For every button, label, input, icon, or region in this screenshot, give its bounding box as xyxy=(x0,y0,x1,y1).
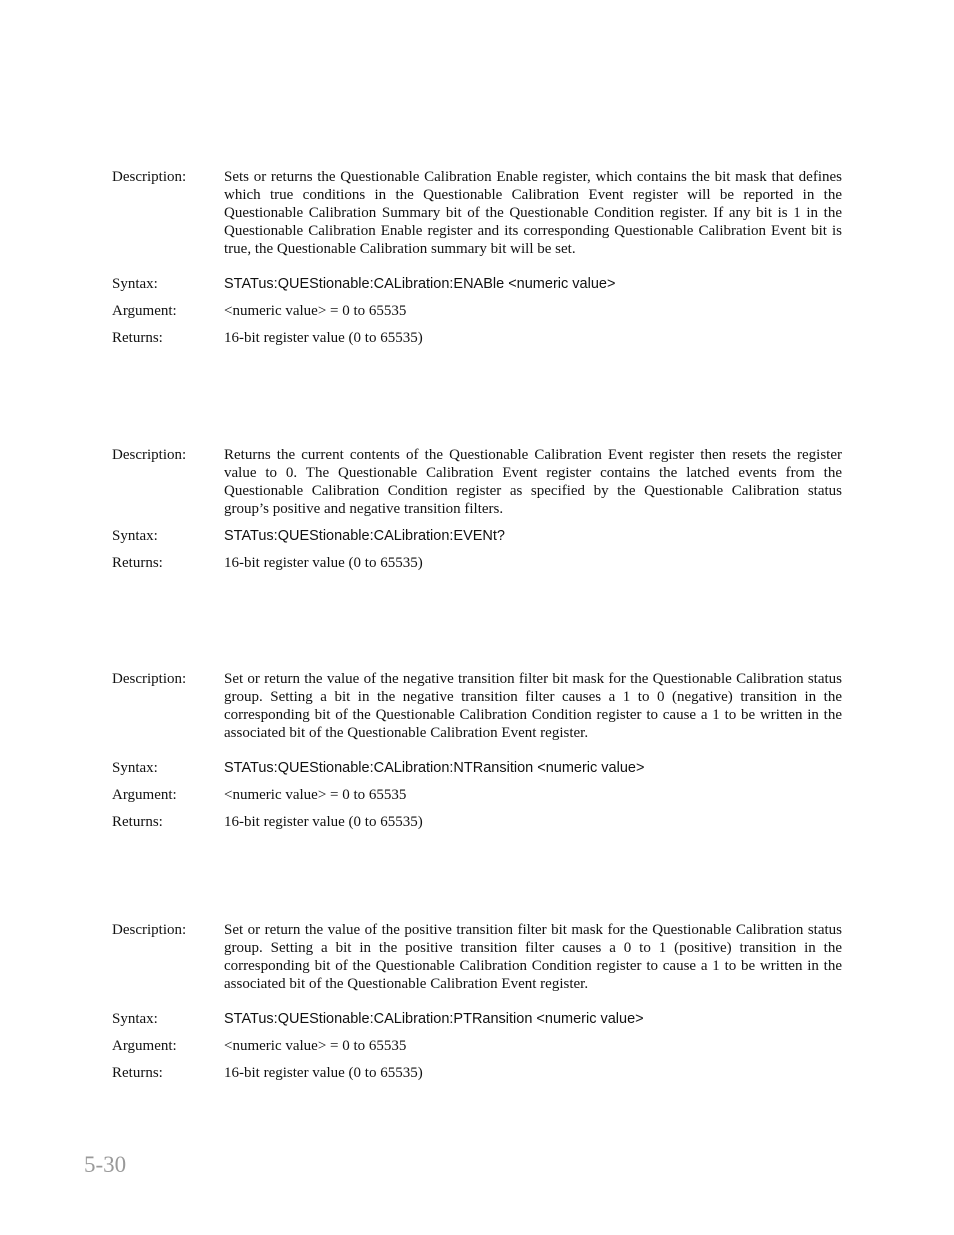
description-text: Set or return the value of the positive transition filter bit mask for the Questionable Calibration status group. Setting a bit in the positive transition filter causes a 0 to 1 (positive) transition in the corresponding bit of the Questionable Calibration Condition register to cause a 1 to be written in the associated bit of the Questionable Calibration Event register. xyxy=(224,922,842,992)
description-text: Set or return the value of the negative transition filter bit mask for the Questionable Calibration status group. Setting a bit in the negative transition filter causes a 1 to 0 (negative) transition in the corresponding bit of the Questionable Calibration Condition register to cause a 1 to be written in the associated bit of the Questionable Calibration Event register. xyxy=(224,671,842,741)
description-text: Sets or returns the Questionable Calibration Enable register, which contains the bit mask that defines which true conditions in the Questionable Calibration Event register will be reported in the Questionable Calibration Summary bit of the Questionable Condition register. If any bit is 1 in the Questionable Calibration Enable register and its corresponding Questionable Calibration Event bit is true, the Questionable Calibration summary bit will be set. xyxy=(224,169,842,257)
syntax-row xyxy=(112,275,842,293)
command-entry-ntransition xyxy=(112,670,842,831)
command-entry-ptransition xyxy=(112,921,842,1082)
description-label: Description: xyxy=(112,922,187,938)
returns-label: Returns: xyxy=(112,330,163,346)
syntax-row xyxy=(112,759,842,777)
returns-label: Returns: xyxy=(112,814,163,830)
argument-label: Argument: xyxy=(112,787,177,803)
returns-label: Returns: xyxy=(112,1065,163,1081)
syntax-label: Syntax: xyxy=(112,528,158,544)
syntax-text: STATus:QUEStionable:CALibration:ENABle <numeric value> xyxy=(224,276,616,292)
description-text: Returns the current contents of the Questionable Calibration Event register then resets the register value to 0. The Questionable Calibration Event register contains the latched events from the Questionable Calibration Condition register as specified by the Questionable Calibration status group’s positive and negative transition filters. xyxy=(224,447,842,517)
syntax-label: Syntax: xyxy=(112,1011,158,1027)
returns-row xyxy=(112,1064,842,1082)
returns-text: 16-bit register value (0 to 65535) xyxy=(224,555,423,571)
argument-row xyxy=(112,786,842,804)
command-entry-enable xyxy=(112,168,842,347)
syntax-label: Syntax: xyxy=(112,276,158,292)
syntax-text: STATus:QUEStionable:CALibration:EVENt? xyxy=(224,528,505,544)
argument-text: <numeric value> = 0 to 65535 xyxy=(224,303,407,319)
description-row xyxy=(112,168,842,258)
description-row xyxy=(112,921,842,993)
syntax-row xyxy=(112,527,842,545)
syntax-row xyxy=(112,1010,842,1028)
returns-row xyxy=(112,813,842,831)
syntax-label: Syntax: xyxy=(112,760,158,776)
returns-text: 16-bit register value (0 to 65535) xyxy=(224,330,423,346)
argument-text: <numeric value> = 0 to 65535 xyxy=(224,1038,407,1054)
returns-row xyxy=(112,329,842,347)
returns-text: 16-bit register value (0 to 65535) xyxy=(224,1065,423,1081)
argument-text: <numeric value> = 0 to 65535 xyxy=(224,787,407,803)
description-label: Description: xyxy=(112,671,187,687)
syntax-text: STATus:QUEStionable:CALibration:NTRansition <numeric value> xyxy=(224,760,645,776)
argument-label: Argument: xyxy=(112,1038,177,1054)
argument-row xyxy=(112,1037,842,1055)
returns-label: Returns: xyxy=(112,555,163,571)
argument-label: Argument: xyxy=(112,303,177,319)
description-row xyxy=(112,446,842,518)
argument-row xyxy=(112,302,842,320)
description-row xyxy=(112,670,842,742)
returns-text: 16-bit register value (0 to 65535) xyxy=(224,814,423,830)
description-label: Description: xyxy=(112,447,187,463)
command-entry-event xyxy=(112,446,842,572)
description-label: Description: xyxy=(112,169,187,185)
syntax-text: STATus:QUEStionable:CALibration:PTRansition <numeric value> xyxy=(224,1011,644,1027)
returns-row xyxy=(112,554,842,572)
page-number: 5-30 xyxy=(84,1152,127,1177)
